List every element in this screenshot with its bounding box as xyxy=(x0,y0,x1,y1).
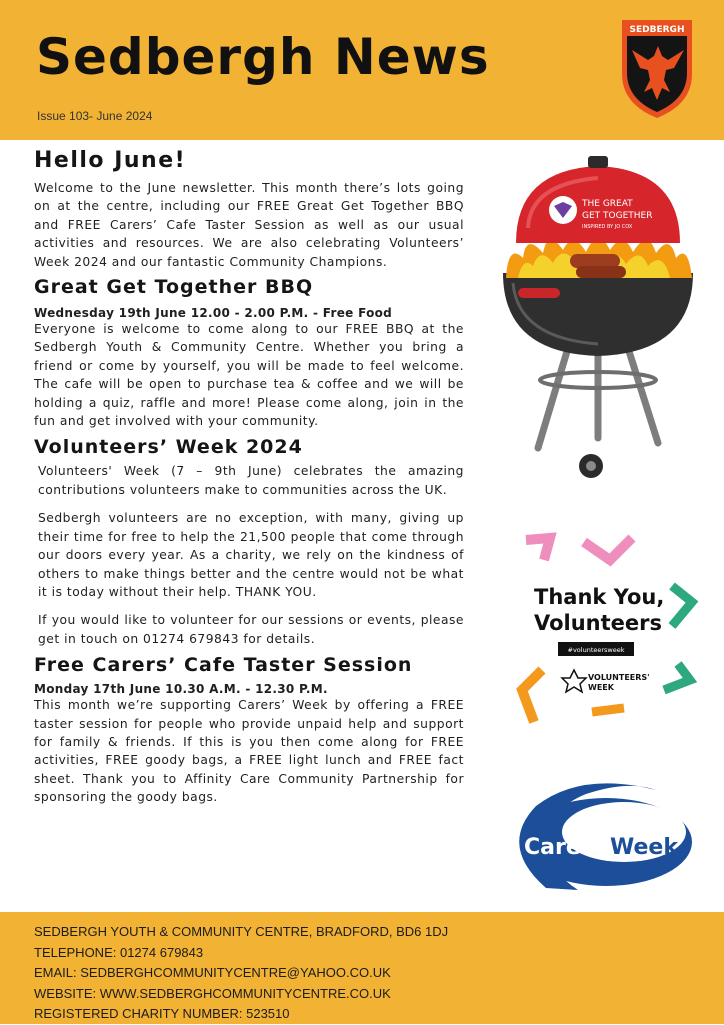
thank-you-volunteers-graphic xyxy=(514,530,704,730)
volunteers-para-2: Sedbergh volunteers are no exception, with many, giving up their time for free to help the 21,500 people that come through our doors every year. As a charity, we rely on the kindness of others to make things better and the centre would not be what it is today without their help. THANK YOU. xyxy=(38,511,464,599)
sedbergh-crest-logo xyxy=(618,16,696,120)
bbq-grill-illustration xyxy=(498,148,698,488)
bbq-body: Everyone is welcome to come along to our FREE BBQ at the Sedbergh Youth & Community Centre. Whether you bring a friend or come by yourself, you will be made to feel welcome. The cafe will be open to purchase tea & coffee and we will be holding a quiz, raffle and more! Please come along, join in the fun and get involved with your community. xyxy=(34,322,464,429)
orange-chevron-icon xyxy=(522,670,542,722)
bbq-lid-line-1: THE GREAT xyxy=(582,199,633,209)
footer-website: WEBSITE: WWW.SEDBERGHCOMMUNITYCENTRE.CO.UK xyxy=(34,985,391,1001)
thanks-line-2: Volunteers xyxy=(534,611,663,635)
grill-handle xyxy=(518,288,560,298)
carers-logo-word-1: Carers xyxy=(524,835,605,860)
footer-charity-number: REGISTERED CHARITY NUMBER: 523510 xyxy=(34,1006,290,1021)
star-icon xyxy=(562,670,586,692)
footer-address: SEDBERGH YOUTH & COMMUNITY CENTRE, BRADFORD, BD6 1DJ xyxy=(34,924,449,939)
volunteers-para-1: Volunteers' Week (7 – 9th June) celebrates the amazing contributions volunteers make to communities across the UK. xyxy=(38,464,464,497)
volunteers-hashtag: #volunteersweek xyxy=(567,646,625,654)
thanks-line-1: Thank You, xyxy=(534,585,665,609)
volunteers-heading: Volunteers’ Week 2024 xyxy=(34,436,303,459)
volunteers-para-3: If you would like to volunteer for our sessions or events, please get in touch on 01274 679843 for details. xyxy=(38,613,464,646)
bbq-lid-line-2: GET TOGETHER xyxy=(582,211,653,221)
footer-contact-block xyxy=(34,922,448,1025)
green-chevron-icon xyxy=(672,586,692,626)
hello-heading: Hello June! xyxy=(34,148,187,173)
footer-email: EMAIL: SEDBERGHCOMMUNITYCENTRE@YAHOO.CO.UK xyxy=(34,965,391,980)
vw-logo-line-2: WEEK xyxy=(588,683,614,692)
carers-heading: Free Carers’ Cafe Taster Session xyxy=(34,654,413,677)
vw-logo-line-1: VOLUNTEERS' xyxy=(588,673,650,682)
main-content xyxy=(34,148,464,807)
crest-text: SEDBERGH xyxy=(629,25,685,35)
bbq-heading: Great Get Together BBQ xyxy=(34,276,314,299)
pink-chevron-2-icon xyxy=(584,538,632,560)
footer-banner xyxy=(0,912,724,1024)
carers-logo-word-2: Week xyxy=(610,835,678,860)
hello-body: Welcome to the June newsletter. This month there’s lots going on at the centre, including our FREE Great Get Together BBQ and FREE Carers’ Cafe Taster Session as well as our usual activities and resources. We are also celebrating Volunteers’ Week 2024 and our fantastic Community Champions. xyxy=(34,181,464,269)
pink-chevron-icon xyxy=(526,538,550,560)
bbq-date: Wednesday 19th June 12.00 - 2.00 P.M. - Free Food xyxy=(34,306,393,321)
grill-legs xyxy=(538,348,658,448)
newsletter-title: Sedbergh News xyxy=(36,28,490,86)
carers-date: Monday 17th June 10.30 A.M. - 12.30 P.M. xyxy=(34,682,328,697)
carers-week-logo xyxy=(506,776,696,906)
issue-label: Issue 103- June 2024 xyxy=(37,109,153,123)
header-banner xyxy=(0,0,724,140)
bbq-lid-line-3: INSPIRED BY JO COX xyxy=(582,224,633,230)
carers-body: This month we’re supporting Carers’ Week by offering a FREE taster session for people who provide unpaid help and support for family & friends. If this is you then come along for FREE activities, FREE goody bags, a FREE light lunch and FREE fact sheet. Thank you to Affinity Care Community Partnership for sponsoring the goody bags. xyxy=(34,698,464,805)
footer-telephone: TELEPHONE: 01274 679843 xyxy=(34,944,204,960)
